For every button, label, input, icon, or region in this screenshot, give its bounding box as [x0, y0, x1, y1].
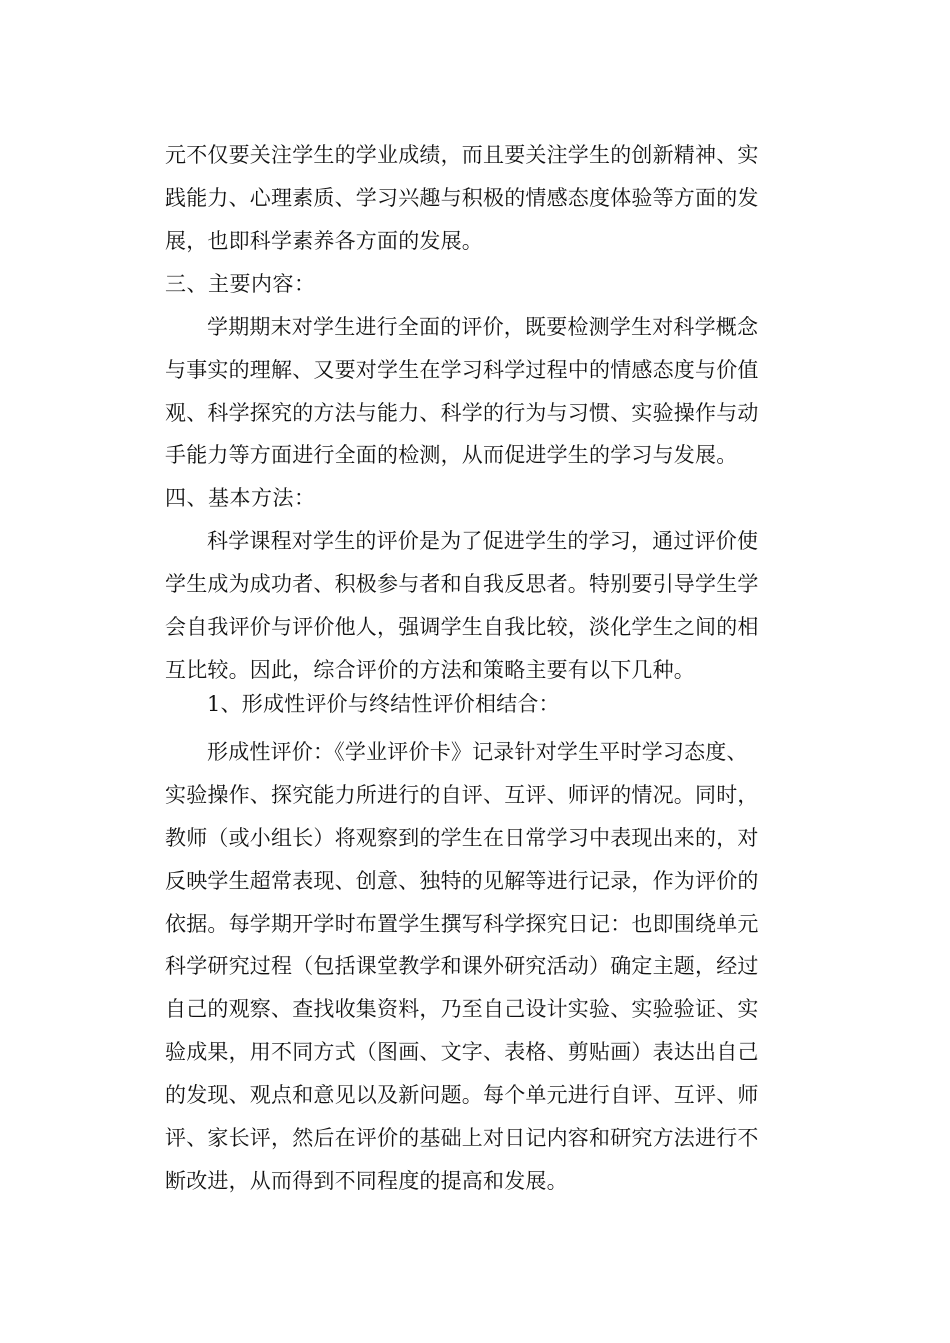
body-text-line: 断改进，从而得到不同程度的提高和发展。	[165, 1169, 568, 1193]
body-text-line: 的发现、观点和意见以及新问题。每个单元进行自评、互评、师	[165, 1083, 759, 1107]
body-text-line: 会自我评价与评价他人，强调学生自我比较，淡化学生之间的相	[165, 615, 759, 639]
section-heading-basic-methods: 四、基本方法：	[165, 486, 316, 510]
body-text-line: 观、科学探究的方法与能力、科学的行为与习惯、实验操作与动	[165, 401, 759, 425]
body-text-line: 科学课程对学生的评价是为了促进学生的学习，通过评价使	[207, 529, 759, 553]
body-text-line: 验成果，用不同方式（图画、文字、表格、剪贴画）表达出自己	[165, 1040, 759, 1064]
body-text-line: 践能力、心理素质、学习兴趣与积极的情感态度体验等方面的发	[165, 186, 759, 210]
body-text-line: 形成性评价：《学业评价卡》记录针对学生平时学习态度、	[207, 740, 748, 764]
body-text-line: 手能力等方面进行全面的检测，从而促进学生的学习与发展。	[165, 443, 738, 467]
body-text-line: 反映学生超常表现、创意、独特的见解等进行记录，作为评价的	[165, 869, 759, 893]
body-text-line: 元不仅要关注学生的学业成绩，而且要关注学生的创新精神、实	[165, 143, 759, 167]
body-text-line: 科学研究过程（包括课堂教学和课外研究活动）确定主题，经过	[165, 954, 759, 978]
section-heading-main-content: 三、主要内容：	[165, 272, 316, 296]
body-text-line: 依据。每学期开学时布置学生撰写科学探究日记：也即围绕单元	[165, 912, 759, 936]
body-text-line: 教师（或小组长）将观察到的学生在日常学习中表现出来的，对	[165, 826, 759, 850]
body-text-line: 评、家长评，然后在评价的基础上对日记内容和研究方法进行不	[165, 1126, 759, 1150]
body-text-line: 学生成为成功者、积极参与者和自我反思者。特别要引导学生学	[165, 572, 759, 596]
body-text-line: 展，也即科学素养各方面的发展。	[165, 229, 483, 253]
body-text-line: 学期期末对学生进行全面的评价，既要检测学生对科学概念	[207, 315, 759, 339]
body-text-line: 与事实的理解、又要对学生在学习科学过程中的情感态度与价值	[165, 358, 759, 382]
subsection-heading: 1、形成性评价与终结性评价相结合：	[207, 692, 560, 716]
body-text-line: 自己的观察、查找收集资料，乃至自己设计实验、实验验证、实	[165, 997, 759, 1021]
body-text-line: 实验操作、探究能力所进行的自评、互评、师评的情况。同时，	[165, 783, 759, 807]
body-text-line: 互比较。因此，综合评价的方法和策略主要有以下几种。	[165, 658, 695, 682]
